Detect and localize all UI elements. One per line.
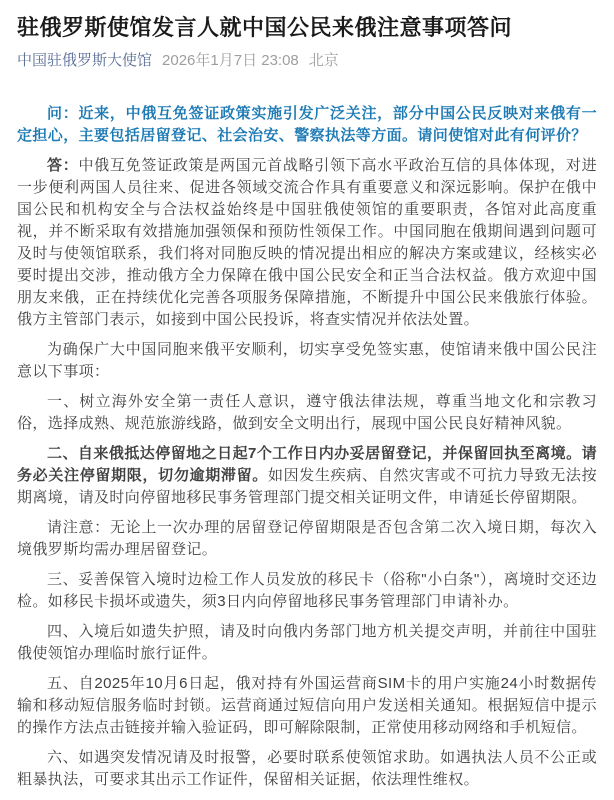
paragraph (17, 339, 597, 383)
text-run: 五、自2025年10月6日起，俄对持有外国运营商SIM卡的用户实施24小时数据传输和移动短信服务临时封锁。运营商通过短信向用户发送相关通知。根据短信中提示的操作方法点击链接并输入验证码，即可解除限制，正常使用移动网络和手机短信。 (17, 675, 597, 736)
text-run: 三、妥善保管入境时边检工作人员发放的移民卡（俗称"小白条"），离境时交还边检。如移民卡损坏或遗失，须3日内向停留地移民事务管理部门申请补办。 (17, 571, 597, 610)
article-body (17, 103, 597, 791)
paragraph (17, 155, 597, 331)
text-run: 中俄互免签证政策是两国元首战略引领下高水平政治互信的具体体现，对进一步便利两国人员往来、促进各领域交流合作具有重要意义和深远影响。保护在俄中国公民和机构安全与合法权益始终是中国驻俄使领馆的重要职责，各馆对此高度重视，并不断采取有效措施加强领保和预防性领保工作。中国同胞在俄期间遇到问题可及时与使领馆联系，我们将对同胞反映的情况提出相应的解决方案或建议，经核实必要时提出交涉，推动俄方全力保障在俄中国公民安全和正当合法权益。俄方欢迎中国朋友来俄，正在持续优化完善各项服务保障措施，不断提升中国公民来俄旅行体验。俄方主管部门表示，如接到中国公民投诉，将查实情况并依法处置。 (17, 157, 597, 328)
publish-date: 2026年1月7日 23:08 (162, 52, 299, 69)
publish-location: 北京 (308, 52, 339, 69)
paragraph (17, 621, 597, 665)
account-name-link[interactable]: 中国驻俄罗斯大使馆 (17, 52, 153, 69)
paragraph (17, 673, 597, 739)
text-run: 问：近来，中俄互免签证政策实施引发广泛关注，部分中国公民反映对来俄有一定担心，主要包括居留登记、社会治安、警察执法等方面。请问使馆对此有何评价？ (17, 105, 597, 144)
text-run: 如因发生疾病、自然灾害或不可抗力导致无法按期离境，请及时向停留地移民事务管理部门提交相关证明文件，申请延长停留期限。 (17, 467, 597, 506)
paragraph (17, 103, 597, 147)
paragraph (17, 747, 597, 791)
paragraph (17, 569, 597, 613)
article-title: 驻俄罗斯使馆发言人就中国公民来俄注意事项答问 (17, 15, 513, 40)
text-run: 一、树立海外安全第一责任人意识，遵守俄法律法规，尊重当地文化和宗教习俗，选择成熟、规范旅游线路，做到安全文明出行，展现中国公民良好精神风貌。 (17, 393, 597, 432)
paragraph (17, 391, 597, 435)
text-run: 答： (47, 157, 79, 174)
text-run: 为确保广大中国同胞来俄平安顺利，切实享受免签实惠，使馆请来俄中国公民注意以下事项： (17, 341, 597, 380)
article-meta (17, 50, 597, 71)
text-run: 四、入境后如遗失护照，请及时向俄内务部门地方机关提交声明，并前往中国驻俄使领馆办理临时旅行证件。 (17, 623, 597, 662)
text-run: 六、如遇突发情况请及时报警，必要时联系使领馆求助。如遇执法人员不公正或粗暴执法，可要求其出示工作证件，保留相关证据，依法理性维权。 (17, 749, 597, 788)
paragraph (17, 443, 597, 509)
text-run: 二、自来俄抵达停留地之日起7个工作日内办妥居留登记，并保留回执至离境。请务必关注停留期限，切勿逾期滞留。 (17, 445, 597, 484)
text-run: 请注意：无论上一次办理的居留登记停留期限是否包含第二次入境日期，每次入境俄罗斯均需办理居留登记。 (17, 519, 597, 558)
paragraph (17, 517, 597, 561)
